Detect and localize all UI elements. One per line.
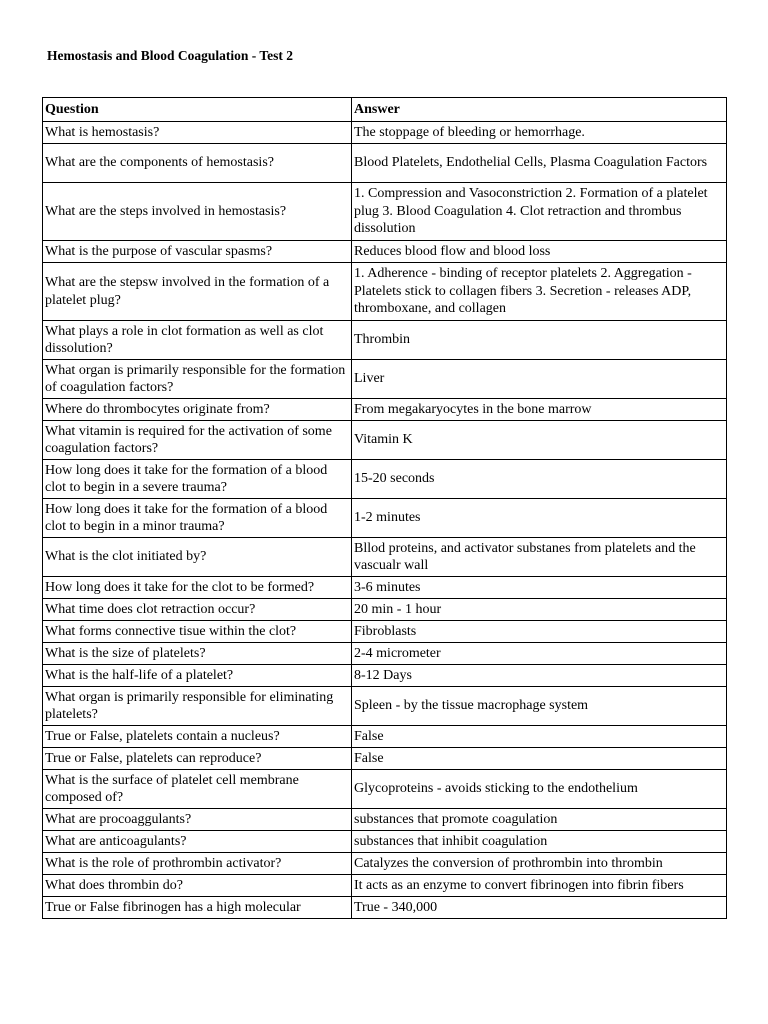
table-row <box>43 122 727 144</box>
answer-cell: Fibroblasts <box>352 621 727 643</box>
table-row <box>43 144 727 183</box>
answer-cell: False <box>352 726 727 748</box>
question-cell: What are anticoagulants? <box>43 831 352 853</box>
table-row <box>43 853 727 875</box>
table-row <box>43 421 727 460</box>
question-cell: What are the steps involved in hemostasis? <box>43 183 352 241</box>
table-row <box>43 831 727 853</box>
question-cell: What is the size of platelets? <box>43 643 352 665</box>
question-cell: What is the surface of platelet cell membrane composed of? <box>43 770 352 809</box>
answer-cell: substances that promote coagulation <box>352 809 727 831</box>
table-row <box>43 809 727 831</box>
page-title: Hemostasis and Blood Coagulation - Test 2 <box>47 48 294 63</box>
answer-cell: The stoppage of bleeding or hemorrhage. <box>352 122 727 144</box>
question-cell: True or False, platelets can reproduce? <box>43 748 352 770</box>
question-cell: What is the role of prothrombin activator? <box>43 853 352 875</box>
answer-cell: 1. Compression and Vasoconstriction 2. Formation of a platelet plug 3. Blood Coagulation 4. Clot retraction and thrombus dissolution <box>352 183 727 241</box>
question-cell: What plays a role in clot formation as well as clot dissolution? <box>43 321 352 360</box>
header-row <box>43 98 727 122</box>
answer-cell: Bllod proteins, and activator substanes from platelets and the vascualr wall <box>352 538 727 577</box>
answer-cell: 1. Adherence - binding of receptor platelets 2. Aggregation - Platelets stick to collagen fibers 3. Secretion - releases ADP, thromboxane, and collagen <box>352 263 727 321</box>
answer-cell: Blood Platelets, Endothelial Cells, Plasma Coagulation Factors <box>352 144 727 183</box>
answer-cell: 1-2 minutes <box>352 499 727 538</box>
table-row <box>43 665 727 687</box>
table-row <box>43 726 727 748</box>
table-row <box>43 748 727 770</box>
question-cell: What is the half-life of a platelet? <box>43 665 352 687</box>
table-row <box>43 875 727 897</box>
table-row <box>43 643 727 665</box>
table-row <box>43 399 727 421</box>
question-cell: What does thrombin do? <box>43 875 352 897</box>
qa-table-body <box>43 122 727 919</box>
question-cell: How long does it take for the formation of a blood clot to begin in a severe trauma? <box>43 460 352 499</box>
answer-cell: True - 340,000 <box>352 897 727 919</box>
answer-cell: Catalyzes the conversion of prothrombin into thrombin <box>352 853 727 875</box>
answer-cell: Vitamin K <box>352 421 727 460</box>
answer-cell: 8-12 Days <box>352 665 727 687</box>
answer-cell: From megakaryocytes in the bone marrow <box>352 399 727 421</box>
answer-cell: substances that inhibit coagulation <box>352 831 727 853</box>
question-cell: How long does it take for the clot to be formed? <box>43 577 352 599</box>
answer-cell: It acts as an enzyme to convert fibrinogen into fibrin fibers <box>352 875 727 897</box>
answer-column-header: Answer <box>352 98 727 122</box>
table-row <box>43 577 727 599</box>
table-row <box>43 599 727 621</box>
answer-cell: Liver <box>352 360 727 399</box>
table-row <box>43 241 727 263</box>
answer-cell: Thrombin <box>352 321 727 360</box>
answer-cell: False <box>352 748 727 770</box>
question-cell: How long does it take for the formation of a blood clot to begin in a minor trauma? <box>43 499 352 538</box>
answer-cell: 2-4 micrometer <box>352 643 727 665</box>
table-row <box>43 897 727 919</box>
table-row <box>43 538 727 577</box>
question-cell: What are the stepsw involved in the formation of a platelet plug? <box>43 263 352 321</box>
answer-cell: 20 min - 1 hour <box>352 599 727 621</box>
qa-table <box>42 97 727 919</box>
table-row <box>43 263 727 321</box>
question-cell: Where do thrombocytes originate from? <box>43 399 352 421</box>
table-row <box>43 770 727 809</box>
answer-cell: 3-6 minutes <box>352 577 727 599</box>
table-row <box>43 183 727 241</box>
question-cell: What forms connective tisue within the clot? <box>43 621 352 643</box>
question-cell: What organ is primarily responsible for eliminating platelets? <box>43 687 352 726</box>
question-cell: What are the components of hemostasis? <box>43 144 352 183</box>
answer-cell: Spleen - by the tissue macrophage system <box>352 687 727 726</box>
question-cell: What time does clot retraction occur? <box>43 599 352 621</box>
question-cell: What organ is primarily responsible for the formation of coagulation factors? <box>43 360 352 399</box>
table-row <box>43 321 727 360</box>
table-row <box>43 621 727 643</box>
question-cell: What is the clot initiated by? <box>43 538 352 577</box>
question-column-header: Question <box>43 98 352 122</box>
answer-cell: Glycoproteins - avoids sticking to the endothelium <box>352 770 727 809</box>
question-cell: What is the purpose of vascular spasms? <box>43 241 352 263</box>
answer-cell: Reduces blood flow and blood loss <box>352 241 727 263</box>
question-cell: What vitamin is required for the activation of some coagulation factors? <box>43 421 352 460</box>
question-cell: True or False, platelets contain a nucleus? <box>43 726 352 748</box>
table-row <box>43 499 727 538</box>
table-row <box>43 687 727 726</box>
question-cell: True or False fibrinogen has a high molecular <box>43 897 352 919</box>
table-row <box>43 360 727 399</box>
answer-cell: 15-20 seconds <box>352 460 727 499</box>
table-row <box>43 460 727 499</box>
question-cell: What are procoaggulants? <box>43 809 352 831</box>
question-cell: What is hemostasis? <box>43 122 352 144</box>
